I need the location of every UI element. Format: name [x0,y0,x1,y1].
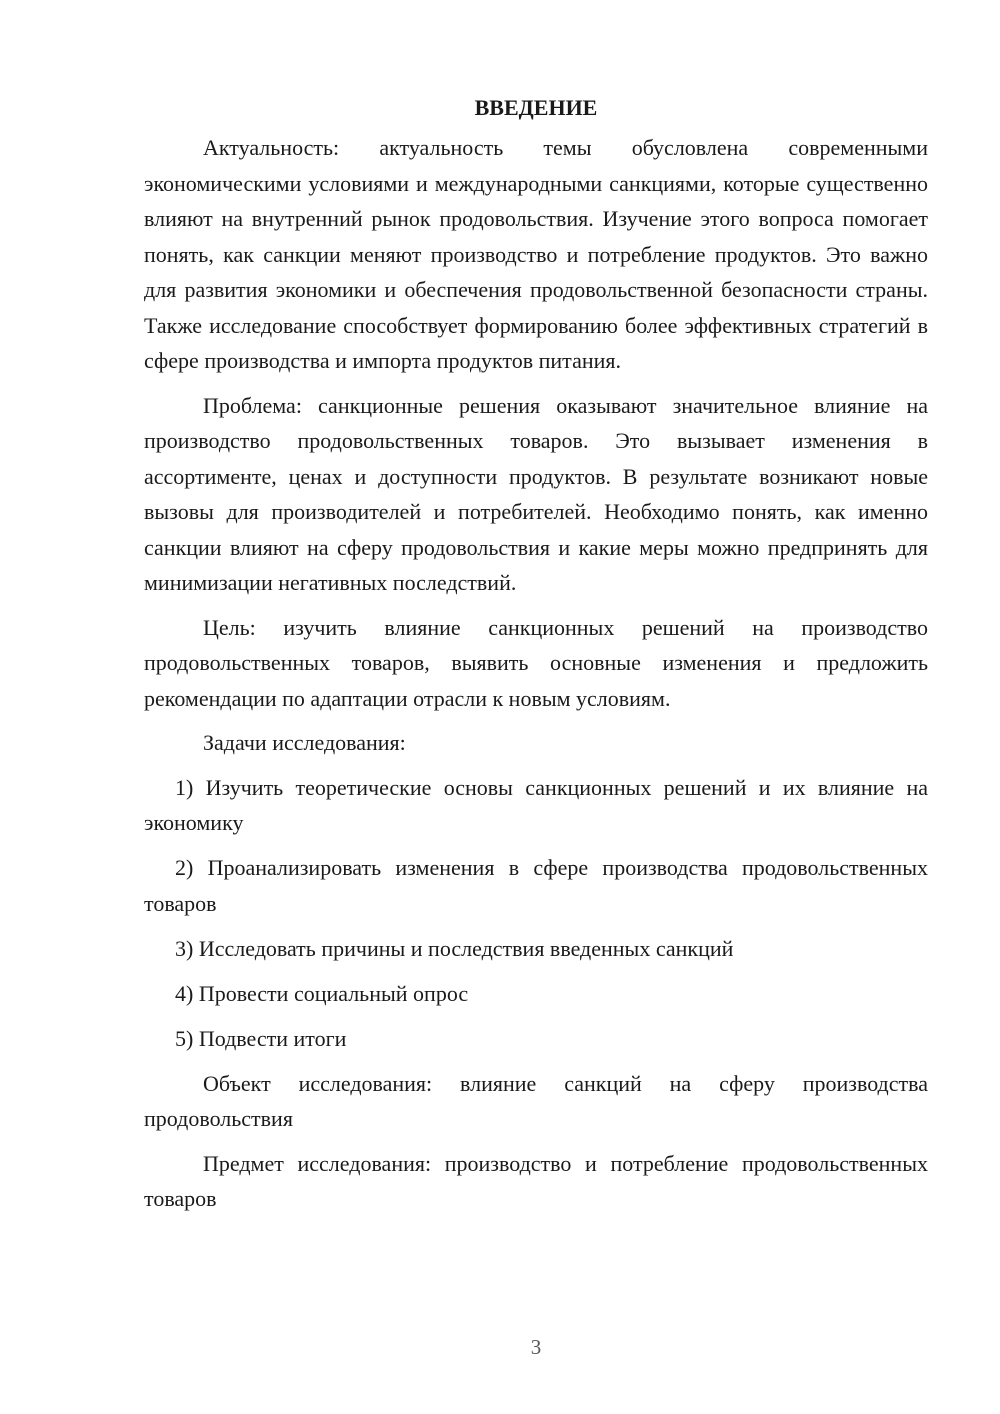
paragraph-object: Объект исследования: влияние санкций на сферу производства продовольствия [144,1070,928,1131]
paragraph-goal: Цель: изучить влияние санкционных решений на производство продовольственных товаров, выявить основные изменения и предложить рекомендации по адаптации отрасли к новым условиям. [144,614,928,711]
paragraph-relevance: Актуальность: актуальность темы обусловлена современными экономическими условиями и международными санкциями, которые существенно влияют на внутренний рынок продовольствия. Изучение этого вопроса помогает понять, как санкции меняют производство и потребление продуктов. Это важно для развития экономики и обеспечения продовольственной безопасности страны. Также исследование способствует формированию более эффективных стратегий в сфере производства и импорта продуктов питания. [144,135,928,373]
document-page [144,90,928,1226]
task-item-3: 3) Исследовать причины и последствия введенных санкций [175,935,734,961]
task-item-5: 5) Подвести итоги [175,1025,347,1051]
task-item-1: 1) Изучить теоретические основы санкционных решений и их влияние на экономику [144,774,928,835]
tasks-heading: Задачи исследования: [203,730,406,755]
task-item-2: 2) Проанализировать изменения в сфере производства продовольственных товаров [144,855,928,916]
page-number: 3 [530,1335,542,1359]
page-title: ВВЕДЕНИЕ [474,95,598,120]
task-item-4: 4) Провести социальный опрос [175,980,469,1006]
paragraph-subject: Предмет исследования: производство и потребление продовольственных товаров [144,1150,928,1211]
paragraph-problem: Проблема: санкционные решения оказывают значительное влияние на производство продовольственных товаров. Это вызывает изменения в ассортименте, ценах и доступности продуктов. В результате возникают новые вызовы для производителей и потребителей. Необходимо понять, как именно санкции влияют на сферу продовольствия и какие меры можно предпринять для минимизации негативных последствий. [144,392,928,595]
